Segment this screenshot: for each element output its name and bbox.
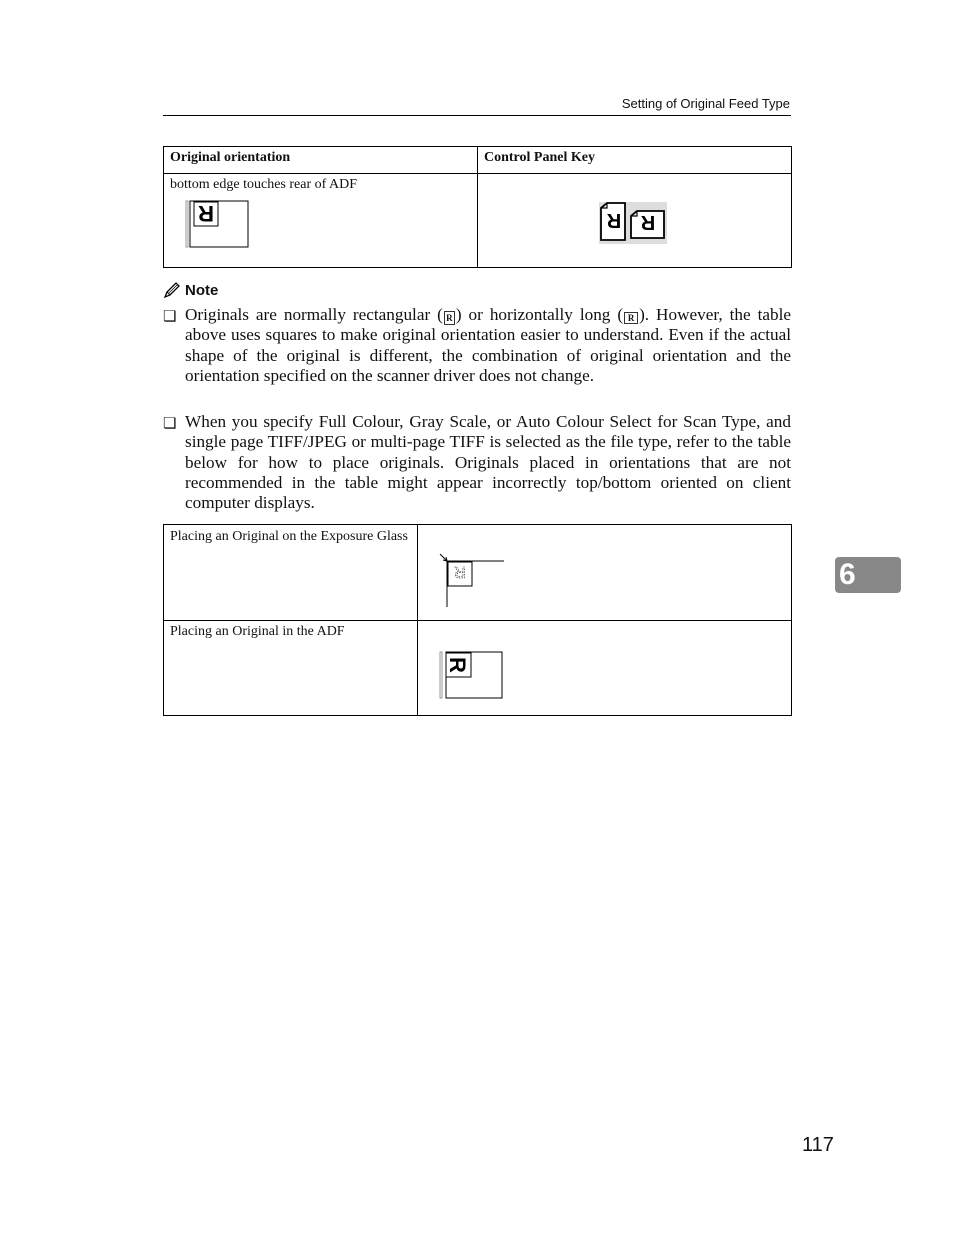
rear-edge-key-icon	[599, 202, 669, 246]
table-header-row	[164, 147, 792, 174]
horizontal-original-icon: R	[624, 312, 638, 324]
exposure-glass-label-cell	[164, 525, 418, 621]
adf-figure-cell	[418, 621, 792, 716]
note-text-part: ). However, the table above uses squares to make original orientation easier to understand. Even if the actual shape of the original is different, the combination of original orientation and the orientation specified on the scanner driver does not change.	[185, 305, 791, 385]
exposure-glass-placement-icon	[438, 552, 528, 612]
orientation-text: bottom edge touches rear of ADF	[170, 177, 358, 192]
note-text-part: Originals are normally rectangular (	[185, 305, 443, 324]
control-panel-key-cell	[478, 174, 792, 268]
page-number: 117	[802, 1134, 834, 1156]
chapter-tab: 6	[835, 557, 901, 593]
adf-label-cell	[164, 621, 418, 716]
adf-placement-icon	[438, 650, 528, 710]
orientation-cell	[164, 174, 478, 268]
note-bullet	[163, 412, 791, 513]
table-row	[164, 174, 792, 268]
orientation-table	[163, 146, 792, 268]
note-heading	[163, 281, 218, 299]
letter-r-glyph: R	[198, 201, 214, 226]
pencil-icon	[163, 281, 181, 299]
original-rear-edge-icon	[184, 199, 274, 259]
checkbox-bullet-icon: ❏	[163, 309, 177, 325]
note-heading-text: Note	[185, 281, 219, 299]
note-text: When you specify Full Colour, Gray Scale, or Auto Colour Select for Scan Type, and single page TIFF/JPEG or multi-page TIFF is selected as the file type, refer to the table below for how to place originals. Originals placed in orientations that are not recommended in the table might appear incorrectly top/bottom oriented on client computer displays.	[185, 412, 791, 513]
header-rule	[163, 115, 791, 116]
rectangular-original-icon: R	[444, 311, 455, 325]
note-bullet	[163, 305, 791, 386]
svg-text:R: R	[445, 657, 470, 673]
adf-label: Placing an Original in the ADF	[170, 624, 345, 639]
svg-text:R: R	[606, 209, 622, 231]
header-original-orientation: Original orientation	[164, 147, 478, 174]
table-row	[164, 621, 792, 716]
svg-text:R: R	[640, 211, 656, 233]
placement-table	[163, 524, 792, 716]
svg-text:R: R	[454, 563, 466, 580]
table-row	[164, 525, 792, 621]
header-control-panel-key: Control Panel Key	[478, 147, 792, 174]
exposure-glass-figure-cell	[418, 525, 792, 621]
note-text-part: ) or horizontally long (	[455, 305, 624, 324]
running-header: Setting of Original Feed Type	[621, 96, 790, 111]
checkbox-bullet-icon: ❏	[163, 416, 177, 432]
exposure-glass-label: Placing an Original on the Exposure Glass	[170, 529, 408, 544]
